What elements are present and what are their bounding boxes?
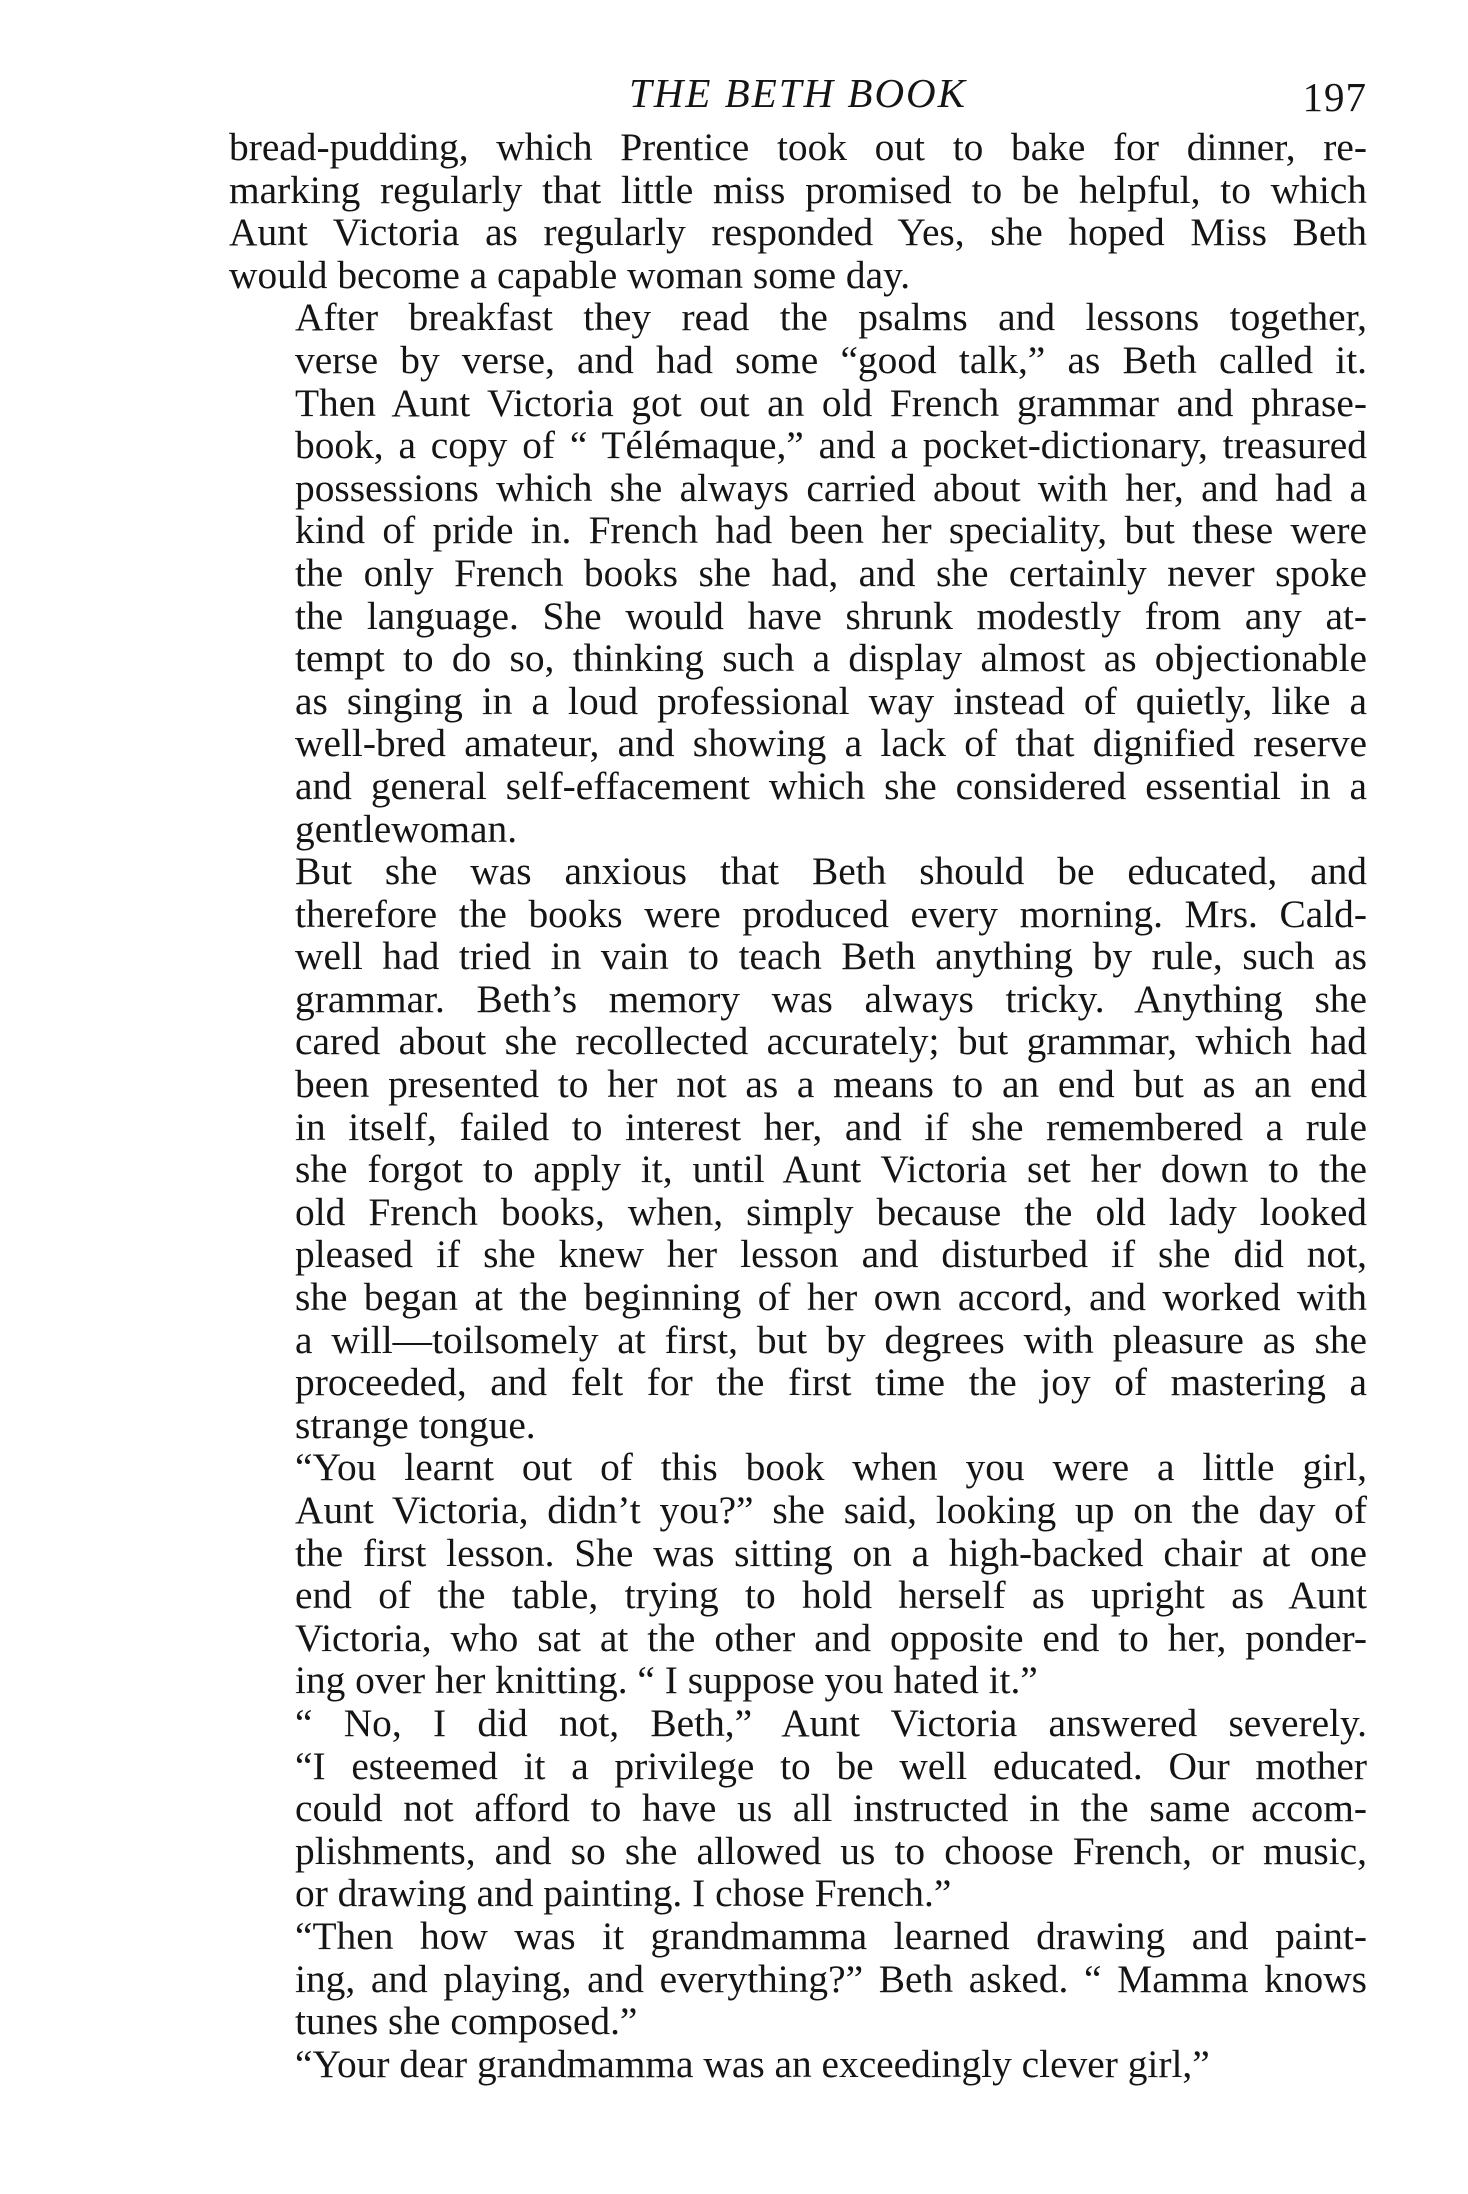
text-line: the language. She would have shrunk modestly from any at- <box>295 593 1367 638</box>
paragraph <box>229 296 1367 850</box>
text-line: plishments, and so she allowed us to choose French, or music, <box>295 1828 1367 1873</box>
text-line: could not afford to have us all instructed in the same accom- <box>295 1786 1367 1831</box>
text-line: proceeded, and felt for the first time the joy of mastering a <box>295 1360 1367 1405</box>
text-line: Aunt Victoria as regularly responded Yes, she hoped Miss Beth <box>229 210 1367 255</box>
text-line: end of the table, trying to hold herself as upright as Aunt <box>295 1573 1367 1618</box>
text-line: strange tongue. <box>295 1402 536 1447</box>
text-line: “Your dear grandmamma was an exceedingly clever girl,” <box>295 2041 1210 2086</box>
text-line: ing, and playing, and everything?” Beth asked. “ Mamma knows <box>295 1956 1367 2001</box>
paragraph <box>229 2043 1367 2086</box>
text-line: “I esteemed it a privilege to be well educated. Our mother <box>295 1743 1367 1788</box>
text-line: or drawing and painting. I chose French.” <box>295 1871 952 1916</box>
text-line: possessions which she always carried about with her, and had a <box>295 465 1367 510</box>
body-text <box>229 126 1367 2085</box>
text-line: therefore the books were produced every morning. Mrs. Cald- <box>295 891 1367 936</box>
text-line: bread-pudding, which Prentice took out to bake for dinner, re- <box>229 125 1367 169</box>
paragraph <box>229 1702 1367 1915</box>
text-line: verse by verse, and had some “good talk,” as Beth called it. <box>295 337 1367 382</box>
text-line: After breakfast they read the psalms and lessons together, <box>295 295 1367 340</box>
paragraph <box>229 850 1367 1446</box>
text-line: Then Aunt Victoria got out an old French grammar and phrase- <box>295 380 1367 425</box>
text-line: in itself, failed to interest her, and if she remembered a rule <box>295 1104 1367 1149</box>
text-line: gentlewoman. <box>295 806 518 851</box>
page-number: 197 <box>1302 74 1367 120</box>
text-line: “ No, I did not, Beth,” Aunt Victoria answered severely. <box>295 1700 1367 1745</box>
text-line: she began at the beginning of her own accord, and worked with <box>295 1275 1367 1320</box>
text-line: well-bred amateur, and showing a lack of that dignified reserve <box>295 721 1367 766</box>
text-line: Aunt Victoria, didn’t you?” she said, looking up on the day of <box>295 1488 1367 1532</box>
text-line: “Then how was it grandmamma learned drawing and paint- <box>295 1913 1367 1958</box>
text-line: well had tried in vain to teach Beth anything by rule, such as <box>295 934 1367 979</box>
text-line: book, a copy of “ Télémaque,” and a pocket-dictionary, treasured <box>295 423 1367 468</box>
paragraph <box>229 1446 1367 1702</box>
text-line: old French books, when, simply because the old lady looked <box>295 1189 1367 1234</box>
running-title: THE BETH BOOK <box>628 70 968 116</box>
text-line: cared about she recollected accurately; but grammar, which had <box>295 1019 1367 1064</box>
paragraph <box>229 1915 1367 2043</box>
text-line: a will—toilsomely at first, but by degrees with pleasure as she <box>295 1317 1367 1362</box>
text-line: grammar. Beth’s memory was always tricky. Anything she <box>295 976 1367 1021</box>
book-page <box>229 60 1367 2085</box>
text-line: been presented to her not as a means to an end but as an end <box>295 1062 1367 1107</box>
text-line: But she was anxious that Beth should be educated, and <box>295 849 1367 894</box>
paragraph <box>229 126 1367 296</box>
text-line: the first lesson. She was sitting on a high-backed chair at one <box>295 1530 1367 1575</box>
text-line: “You learnt out of this book when you were a little girl, <box>295 1445 1367 1490</box>
text-line: and general self-effacement which she considered essential in a <box>295 763 1367 808</box>
text-line: ing over her knitting. “ I suppose you hated it.” <box>295 1658 1038 1703</box>
text-line: as singing in a loud professional way instead of quietly, like a <box>295 678 1367 723</box>
text-line: pleased if she knew her lesson and disturbed if she did not, <box>295 1232 1367 1277</box>
text-line: marking regularly that little miss promised to be helpful, to which <box>229 167 1367 212</box>
text-line: the only French books she had, and she certainly never spoke <box>295 550 1367 595</box>
text-line: kind of pride in. French had been her speciality, but these were <box>295 508 1367 553</box>
text-line: Victoria, who sat at the other and opposite end to her, ponder- <box>295 1615 1367 1660</box>
text-line: tunes she composed.” <box>295 1999 638 2044</box>
text-line: tempt to do so, thinking such a display almost as objectionable <box>295 636 1367 681</box>
text-line: she forgot to apply it, until Aunt Victoria set her down to the <box>295 1147 1367 1192</box>
running-head <box>229 60 1367 126</box>
text-line: would become a capable woman some day. <box>229 252 911 297</box>
